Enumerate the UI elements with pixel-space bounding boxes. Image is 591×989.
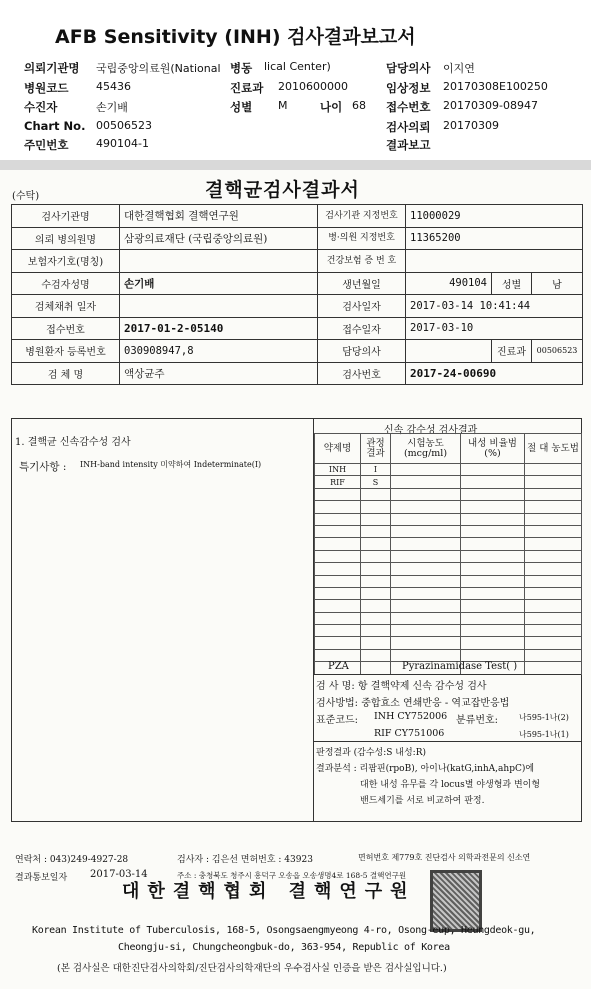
- cell-collect: [120, 295, 318, 318]
- cell-test-no: 2017-24-00690: [406, 362, 583, 385]
- label-department: 진료과: [230, 81, 264, 95]
- value-clinical-info: 20170308E100250: [443, 80, 548, 93]
- value-hospital-code: 45436: [96, 80, 131, 93]
- label-request-inst: 의뢰기관명: [24, 61, 80, 75]
- footer-address-kr: 주소 : 충청북도 청주시 흥덕구 오송읍 오송생명4로 168-5 결핵연구원: [177, 871, 407, 880]
- pza-text: Pyrazinamidase Test( ): [402, 661, 518, 672]
- label-sex: 성별: [230, 100, 253, 114]
- sus-header-conc: 시험농도 (mcg/ml): [391, 434, 461, 464]
- label-ward: 병동: [230, 61, 253, 75]
- cell-patient: 손기배: [120, 272, 318, 295]
- institution-name: 대한결핵협회 결핵연구원: [122, 881, 416, 902]
- analysis-line-1: 결과분석 : 리팜핀(rpoB), 아이나(katG,inhA,ahpC)에: [316, 764, 535, 774]
- cell-health-ins-label: 건강보험 증 번 호: [318, 250, 406, 273]
- footer-certification: (본 검사실은 대한진단검사의학회/진단검사의학재단의 우수검사실 인증을 받은 검사실입니다.): [57, 963, 447, 974]
- label-clinical-info: 임상정보: [386, 81, 431, 95]
- footer-license: 면허번호 제779호 진단검사 의학과전문의 신소연: [358, 853, 531, 862]
- label-resident-no: 주민번호: [24, 138, 69, 152]
- analysis-line-2: 대한 내성 유무를 각 locus별 야생형과 변이형: [360, 780, 541, 790]
- value-patient: 손기배: [96, 101, 128, 114]
- cell-birth-label: 생년월일: [318, 272, 406, 295]
- judge-legend: 판정결과 (감수성:S 내성:R): [316, 748, 426, 758]
- cell-reg: 030908947,8: [120, 340, 318, 363]
- report-title: 결핵균검사결과서: [205, 179, 360, 201]
- susceptibility-grid: [314, 433, 581, 675]
- result-left-panel: [12, 419, 314, 821]
- result-section: [11, 418, 582, 822]
- cell-test-date: 2017-03-14 10:41:44: [406, 295, 583, 318]
- cell-recv-no: 2017-01-2-05140: [120, 317, 318, 340]
- sus-result: S: [361, 476, 391, 488]
- sus-header-absolute: 절 대 농도법: [525, 434, 582, 464]
- cell-dept-label: 진료과: [492, 340, 532, 363]
- value-age: 68: [352, 99, 366, 112]
- cell-reg-label: 병원환자 등록번호: [12, 340, 120, 363]
- cell-hosp-code-label: 병·의원 지정번호: [318, 227, 406, 250]
- value-resident-no: 490104-1: [96, 137, 149, 150]
- cell-req-hosp-label: 의뢰 병의원명: [12, 227, 120, 250]
- cell-test-no-label: 검사번호: [318, 362, 406, 385]
- cell-sex-label: 성별: [492, 272, 532, 295]
- cell-recv-no-label: 접수번호: [12, 317, 120, 340]
- cell-doctor: [406, 340, 492, 363]
- susceptibility-panel: [314, 419, 581, 821]
- sus-header-ratio: 내성 비율범(%): [461, 434, 525, 464]
- cell-patient-label: 수검자성명: [12, 272, 120, 295]
- label-doctor: 담당의사: [386, 61, 431, 75]
- footer-tester: 검사자 : 김은선 면허번호 : 43923: [177, 855, 313, 865]
- footer-report-date: 2017-03-14: [90, 869, 148, 880]
- cell-specimen-label: 검 체 명: [12, 362, 120, 385]
- sus-header-result: 관정 결과: [361, 434, 391, 464]
- footer-address-en-1: Korean Institute of Tuberculosis, 168-5, Osongsaengmyeong 4-ro, Osong-eup, Heungdeok-gu,: [32, 925, 536, 936]
- method-method: 검사방법: 중합효소 연쇄반응 - 역교잡반응법: [316, 698, 510, 709]
- method-name: 검 사 명: 항 결핵약제 신속 감수성 검사: [316, 681, 487, 692]
- value-request-inst: 국립중앙의료원(National: [96, 62, 221, 75]
- test-item: 1. 결핵균 신속감수성 검사: [15, 437, 131, 448]
- cell-health-ins: [406, 250, 583, 273]
- analysis-line-3: 밴드세기를 서로 비교하여 판정.: [360, 796, 485, 806]
- cell-hosp-code: 11365200: [406, 227, 583, 250]
- value-receipt-no: 20170309-08947: [443, 99, 538, 112]
- separator-band: [0, 160, 591, 170]
- cell-insurance-label: 보험자기호(명칭): [12, 250, 120, 273]
- label-result-report: 결과보고: [386, 138, 431, 152]
- report-header: [0, 0, 591, 160]
- cell-req-hosp: 삼광의료재단 (국립중앙의료원): [120, 227, 318, 250]
- method-code-label: 표준코드:: [316, 715, 359, 726]
- susceptibility-title: 신속 감수성 검사결과: [384, 425, 478, 436]
- label-age: 나이: [320, 100, 343, 114]
- method-class2: 나595-1나(1): [519, 730, 569, 739]
- label-patient: 수진자: [24, 100, 58, 114]
- method-code1: INH CY752006: [374, 711, 448, 722]
- value-test-request: 20170309: [443, 119, 499, 132]
- remark-label: 특기사항 :: [19, 461, 67, 473]
- cell-birth: 490104: [406, 272, 492, 295]
- report-tag: (수탁): [12, 191, 40, 202]
- label-chart-no: Chart No.: [24, 119, 86, 133]
- footer-address-en-2: Cheongju-si, Chungcheongbuk-do, 363-954, Republic of Korea: [118, 942, 450, 953]
- cell-inst-name: 대한결핵협회 결핵연구원: [120, 205, 318, 228]
- sus-drug: RIF: [315, 476, 361, 488]
- value-ward: lical Center): [264, 60, 331, 73]
- cell-recv-date: 2017-03-10: [406, 317, 583, 340]
- remark-text: INH-band intensity 미약하여 Indeterminate(I): [80, 460, 262, 469]
- info-table: [11, 204, 583, 385]
- footer-contact: 연락처 : 043)249-4927-28: [15, 855, 129, 865]
- divider: [314, 741, 581, 742]
- cell-inst-name-label: 검사기관명: [12, 205, 120, 228]
- value-department: 2010600000: [278, 80, 348, 93]
- sus-header-drug: 약제명: [315, 434, 361, 464]
- value-doctor: 이지연: [443, 62, 475, 75]
- cell-specimen: 액상균주: [120, 362, 318, 385]
- method-class-label: 분류번호:: [456, 715, 499, 726]
- official-seal-icon: [430, 870, 482, 932]
- footer-report-date-label: 결과통보일자: [15, 873, 68, 883]
- cell-inst-code-label: 검사기관 지정번호: [318, 205, 406, 228]
- page-title: AFB Sensitivity (INH) 검사결과보고서: [55, 26, 416, 48]
- sus-result: I: [361, 464, 391, 476]
- divider: [314, 674, 581, 675]
- scanned-report: [0, 170, 591, 989]
- cell-sex: 남: [532, 272, 583, 295]
- cell-insurance: [120, 250, 318, 273]
- pza-label: PZA: [328, 661, 349, 672]
- cell-collect-label: 검체채취 일자: [12, 295, 120, 318]
- cell-recv-date-label: 접수일자: [318, 317, 406, 340]
- cell-doctor-label: 담당의사: [318, 340, 406, 363]
- value-chart-no: 00506523: [96, 119, 152, 132]
- label-hospital-code: 병원코드: [24, 81, 69, 95]
- cell-dept: 00506523: [532, 340, 583, 363]
- value-sex: M: [278, 99, 288, 112]
- method-code2: RIF CY751006: [374, 728, 445, 739]
- label-test-request: 검사의뢰: [386, 120, 431, 134]
- cell-inst-code: 11000029: [406, 205, 583, 228]
- method-class1: 나595-1나(2): [519, 713, 569, 722]
- label-receipt-no: 접수번호: [386, 100, 431, 114]
- cell-test-date-label: 검사일자: [318, 295, 406, 318]
- sus-drug: INH: [315, 464, 361, 476]
